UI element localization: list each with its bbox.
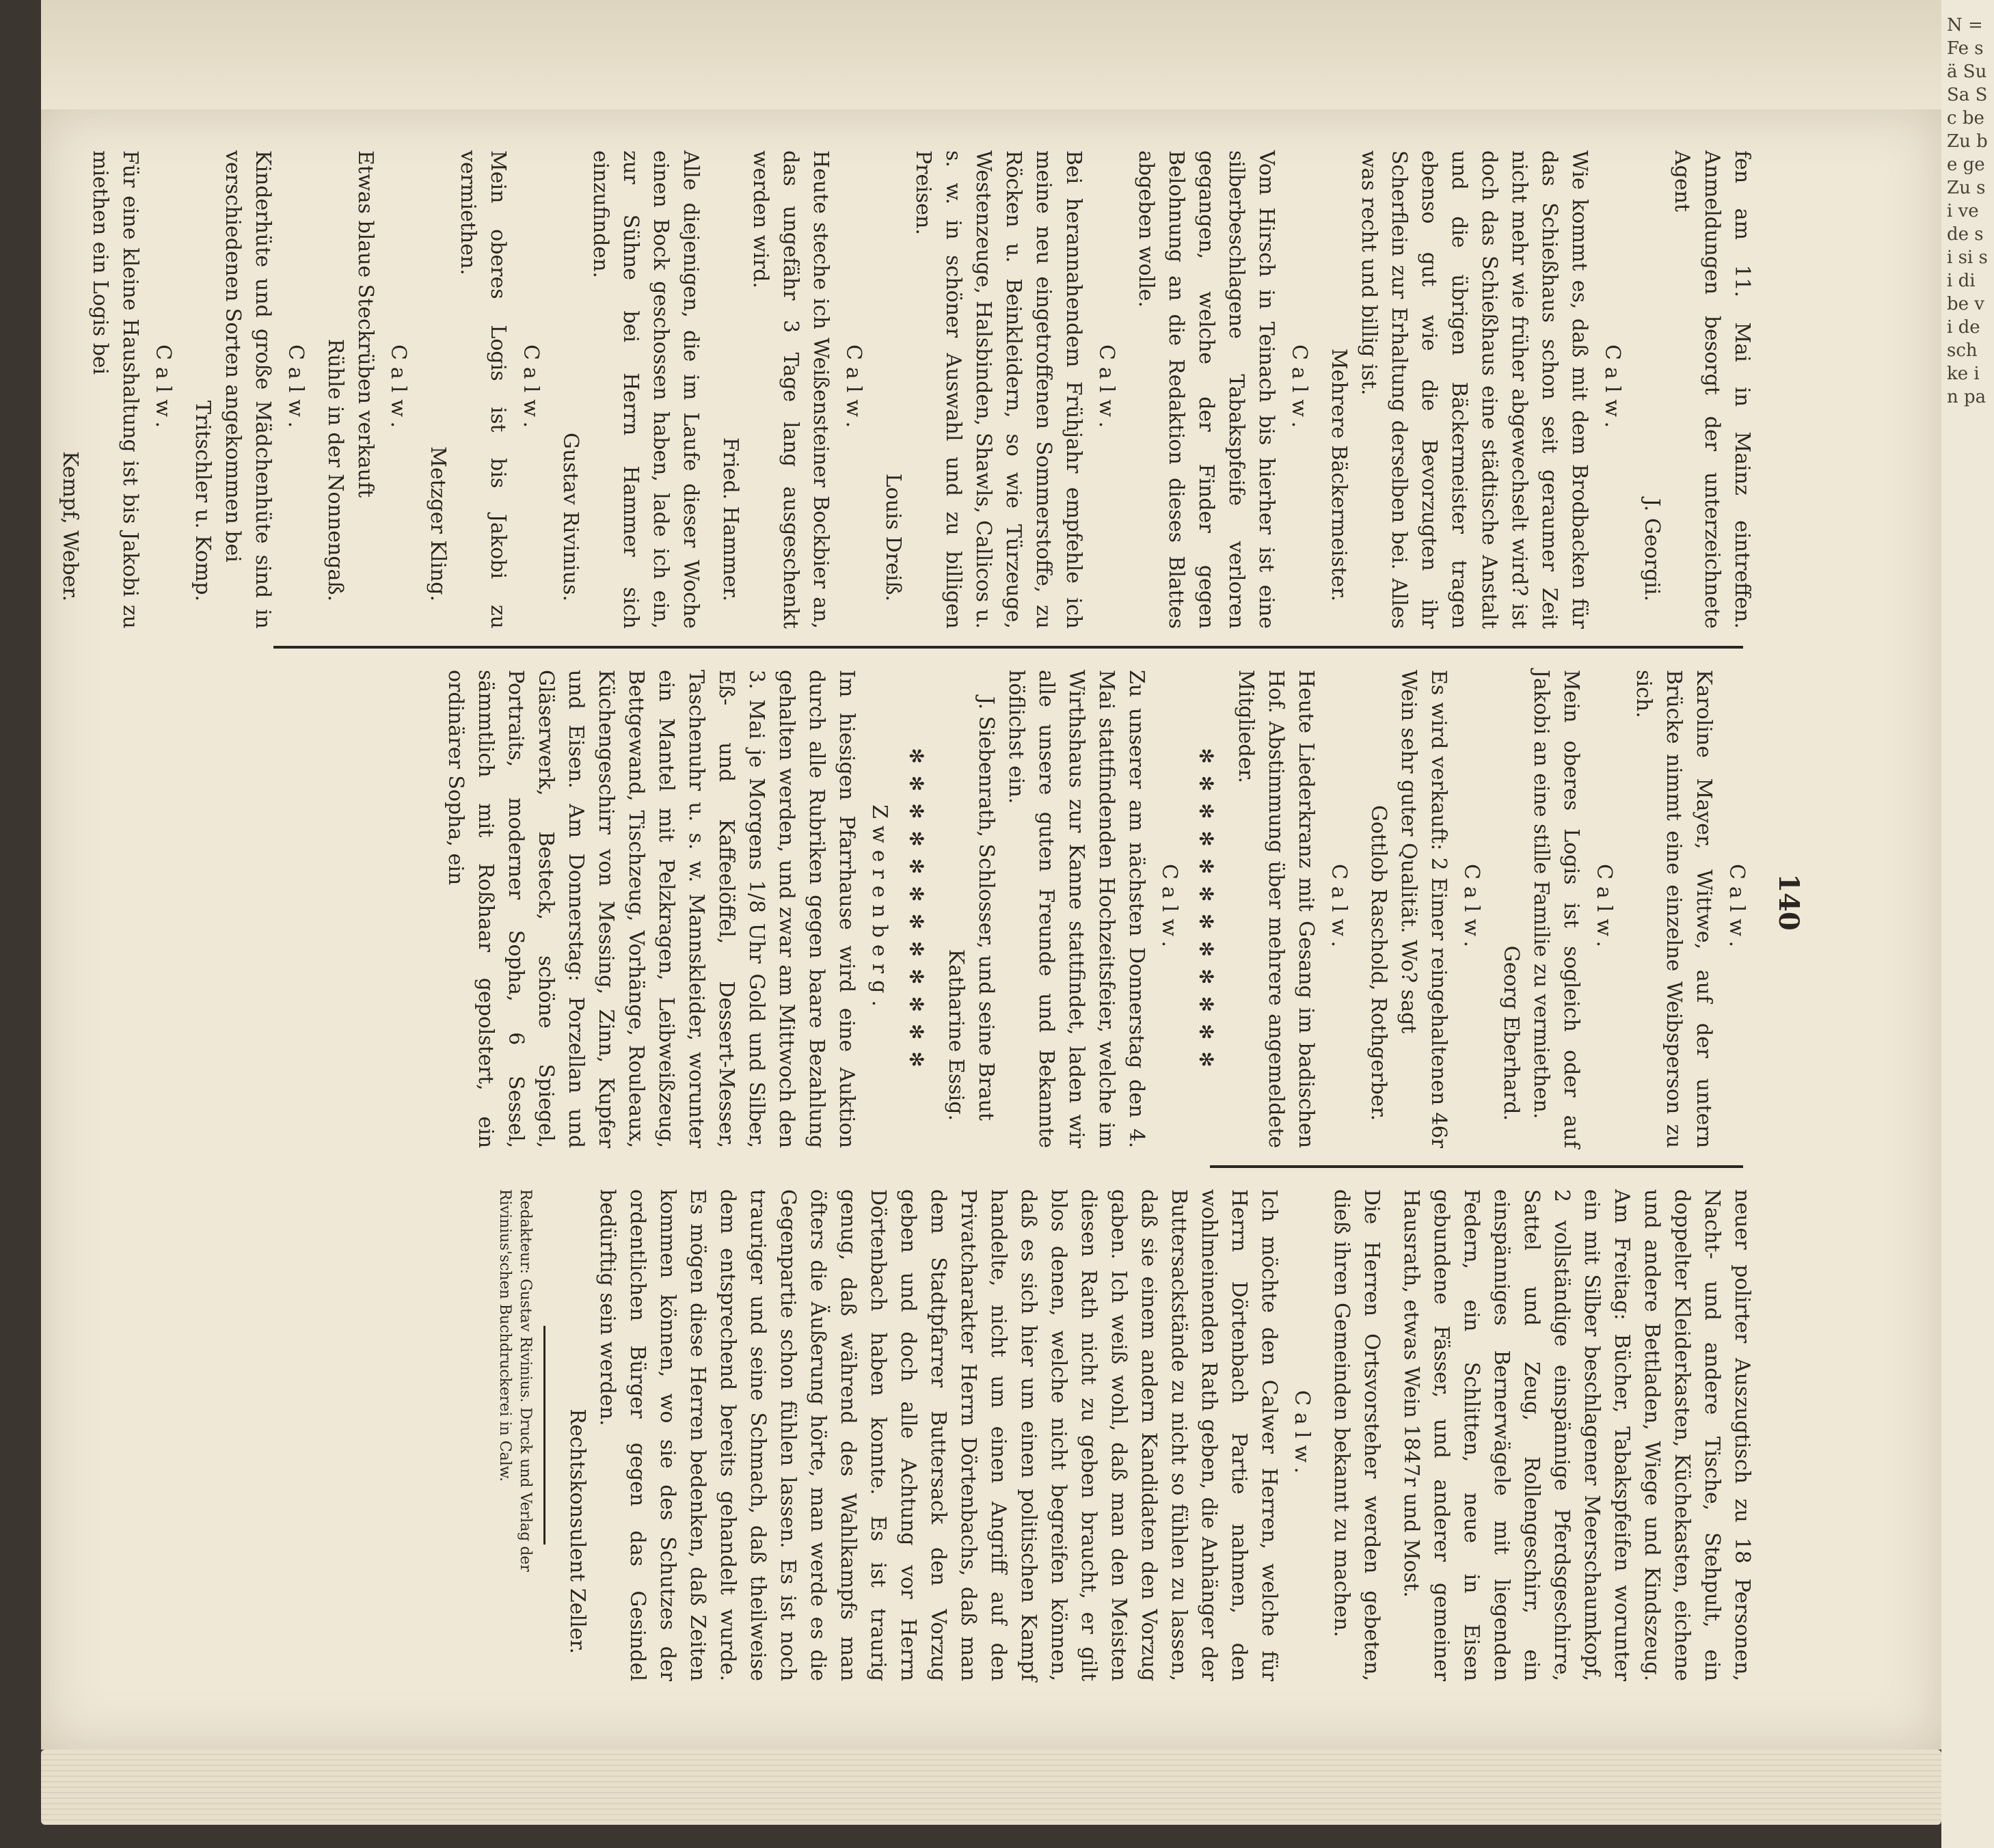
notice-heading: Calw. [1600,344,1624,435]
notice-body: Für eine kleine Haushaltung ist bis Jakobi zu miethen ein Logis bei [88,150,142,629]
column-right [185,1189,1757,1681]
notice-heading: Calw. [284,344,308,435]
notice-heading: Calw. [1157,863,1181,955]
notice [1636,150,1757,629]
rotated-page-content [58,150,1818,1709]
notice [320,150,413,629]
newspaper-page [41,109,1941,1750]
notice-heading: Calw. [1725,863,1749,955]
star-border: ✻ ✻ ✻ ✻ ✻ ✻ ✻ ✻ ✻ ✻ ✻ ✻ [1195,748,1217,1070]
notice [422,150,545,629]
notice [1496,670,1619,1148]
notice [941,670,1184,1148]
notice-body: Mein oberes Logis ist bis Jakobi zu vermiethen. [456,150,510,629]
column-divider [273,646,1743,649]
notice [1131,150,1314,629]
notice-signature: Fried. Hammer. [718,437,742,601]
notice-body: Karoline Mayer, Wittwe, auf der untern Brücke nimmt eine einzelne Weibsperson zu sich. [1632,670,1716,1148]
notice-body: neuer polirter Auszugtisch zu 18 Personen, Nacht- und andere Tische, Stehpult, ein doppelter Kleiderkasten, Küchekasten, eichene und andere Bettladen, Wiege und Kindszeug. Am Freitag: Bücher, Tabakspfeifen worunter ein mit Silber beschlagener Meerschaumkopf, 2 vollständige einspännige Pferdsgeschirre, Sattel und Zeug, Rollengeschirr, ein einspänniges Bernerwägele mit liegenden Federn, ein Schlitten, neue in Eisen gebundene Fässer, und anderer gemeiner Hausrath, etwas Wein 1847r und Most. [1399,1189,1754,1681]
notice [1628,670,1751,1148]
notice [1363,670,1486,1148]
notice-body: Bei herannahendem Frühjahr empfehle ich meine neu eingetroffenen Sommerstoffe, zu Röcken u. Beinkleidern, so wie Türzeuge, Westenzeuge, Halsbinden, Shawls, Callicos u. s. w. in schöner Auswahl und zu billigen Preisen. [911,150,1086,629]
notice [1396,1189,1757,1681]
notice [878,150,1121,629]
notice-signature: Gustav Rivinius. [558,432,582,601]
notice [1326,1189,1386,1681]
notice-body: fen am 11. Mai in Mainz eintreffen. Anmeldungen besorgt der unterzeichnete Agent [1670,150,1754,629]
notice-body: Zu unserer am nächsten Donnerstag den 4. Mai stattfindenden Hochzeitsfeier, welche im Wirthshaus zur Kanne stattfindet, laden wir alle unsere guten Freunde und Bekannte höflichst ein. [1004,670,1148,1148]
star-border: ✻ ✻ ✻ ✻ ✻ ✻ ✻ ✻ ✻ ✻ ✻ ✻ [905,748,928,1070]
notice-heading: Calw. [1094,344,1118,435]
notice-signature: Gottlob Raschold, Rothgerber. [1366,804,1390,1121]
notice [715,150,868,629]
notice-heading: Calw. [151,344,175,435]
notice-body: Ich möchte den Calwer Herren, welche für Herrn Dörtenbach Partie nahmen, den wohlmeinenden Rath geben, die Anhänger der Buttersackstände zu nicht so fühlen zu lassen, daß sie einem andern Kandidaten den Vorzug gaben. Ich weiß wohl, daß man den Meisten diesen Rath nicht zu geben braucht, er gilt blos denen, welche nicht begreifen können, daß es sich hier um einen politischen Kampf handelte, nicht um einen Angriff auf den Privatcharakter Herrn Dörtenbachs, daß man dem Stadtpfarrer Buttersack den Vorzug geben und doch alle Achtung vor Herrn Dörtenbach haben konnte. Es ist traurig genug, daß während des Wahlkampfs man öfters die Äußerung hörte, man werde es die Gegenpartie schon fühlen lassen. Es ist noch trauriger und seine Schmach, daß theilweise dem entsprechend bereits gehandelt wurde. Es mögen diese Herren bedenken, daß Zeiten kommen können, wo sie des Schutzes der ordentlichen Bürger gegen das Gesindel bedürftig sein werden. [595,1189,1281,1681]
notice-signature: Georg Eberhard. [1499,945,1523,1121]
notice-heading: Calw. [1327,863,1351,955]
notice [187,150,310,629]
notice-body: Vom Hirsch in Teinach bis hierher ist eine silberbeschlagene Tabakspfeife verloren gegangen, welche der Finder gegen Belohnung an die Redaktion dieses Blattes abgeben wolle. [1134,150,1278,629]
notice-body: Kinderhüte und große Mädchenhüte sind in verschiedenen Sorten angekommen bei [221,150,275,629]
notice-heading: Calw. [1592,863,1616,955]
notice-body: Heute Liederkranz mit Gesang im badischen Hof. Abstimmung über mehrere angemeldete Mitglieder. [1234,670,1318,1148]
column-left [58,150,1757,629]
adjacent-page-text: N = Fe sä Su Sa Sc be Zu be ge Zu si ve de si si si di be vi de sch ke in pa [1947,15,1988,407]
notice-heading: Calw. [841,344,865,435]
notice-heading: Calw. [519,344,543,435]
notice [1323,150,1627,629]
adjacent-page-strip [1941,0,1994,1848]
notice [555,150,705,629]
notice-heading: Calw. [386,344,410,435]
notice-body: Alle diejenigen, die im Laufe dieser Woche einen Bock geschossen haben, lade ich ein, zur Sühne bei Herrn Hammer sich einzufinden. [589,150,703,629]
notice-body: Etwas blaue Steckrüben verkauft [353,150,377,498]
notice-heading: Calw. [1287,344,1311,435]
notice-signature: J. Georgii. [1640,498,1664,601]
notice-body: Es wird verkauft: 2 Eimer reingehaltenen 46r Wein sehr guter Qualität. Wo? sagt [1397,670,1451,1148]
notice-body: Wie kommt es, daß mit dem Brodbacken für das Schießhaus schon seit geraumer Zeit nicht mehr wie früher abgewechselt wird? ist doch das Schießhaus eine städtische Anstalt und die übrigen Bäckermeister tragen ebenso gut wie die Bevorzugten ihr Scherflein zur Erhaltung derselben bei. Alles was recht und billig ist. [1357,150,1591,629]
notice-body: Mein oberes Logis ist sogleich oder auf Jakobi an eine stille Familie zu vermiethen. [1529,670,1583,1148]
notice-heading: Calw. [1459,863,1483,955]
notice-signature: Kempf, Weber. [58,451,82,601]
imprint-footer: Redakteur: Gustav Rivinius. Druck und Verlag der Rivinius'schen Buchdruckerei in Calw. [496,1189,534,1572]
notice-signature: Louis Dreiß. [881,473,905,601]
notice-body: Heute steche ich Weißensteiner Bockbier an, das ungefähr 3 Tage lang ausgeschenkt werden wird. [749,150,833,629]
notice-signature: Rechtskonsulent Zeller. [565,1409,589,1654]
book-page-edges [41,1750,1941,1825]
notice-signature: J. Siebenrath, Schlosser, und seine Braut Katharine Essig. [944,696,998,1121]
notice-signature: Rühle in der Nonnengaß. [323,338,347,601]
notice [562,1189,1317,1681]
notice [440,670,894,1148]
notice-signature: Mehrere Bäckermeister. [1327,348,1351,601]
notice [55,150,178,629]
column-middle [185,670,1757,1148]
notice-signature: Metzger Kling. [426,446,450,601]
notice [1230,670,1353,1148]
footer-rule [543,1326,545,1545]
page-number: 140 [1773,873,1805,931]
column-divider [1210,1165,1743,1168]
previous-page-edge [41,0,1941,109]
notice-signature: Tritschler u. Komp. [191,400,215,601]
notice-heading: Zwerenberg. [867,804,891,1014]
notice-body: Im hiesigen Pfarrhause wird eine Auktion durch alle Rubriken gegen baare Bezahlung gehalten werden, und zwar am Mittwoch den 3. Mai je Morgens 1/8 Uhr Gold und Silber, Eß- und Kaffeelöffel, Dessert-Messer, Taschenuhr u. s. w. Mannskleider, worunter ein Mantel mit Pelzkragen, Leibweißzeug, Bettgewand, Tischzeug, Vorhänge, Rouleaux, Küchengeschirr von Messing, Zinn, Kupfer und Eisen. Am Donnerstag: Porzellan und Gläserwerk, Besteck, schöne Spiegel, Portraits, moderner Sopha, 6 Sessel, sämmtlich mit Roßhaar gepolstert, ein ordinärer Sopha, ein [444,670,859,1148]
notice-heading: Calw. [1290,1389,1314,1481]
notice-body: Die Herren Ortsvorsteher werden gebeten, dieß ihren Gemeinden bekannt zu machen. [1330,1189,1384,1681]
